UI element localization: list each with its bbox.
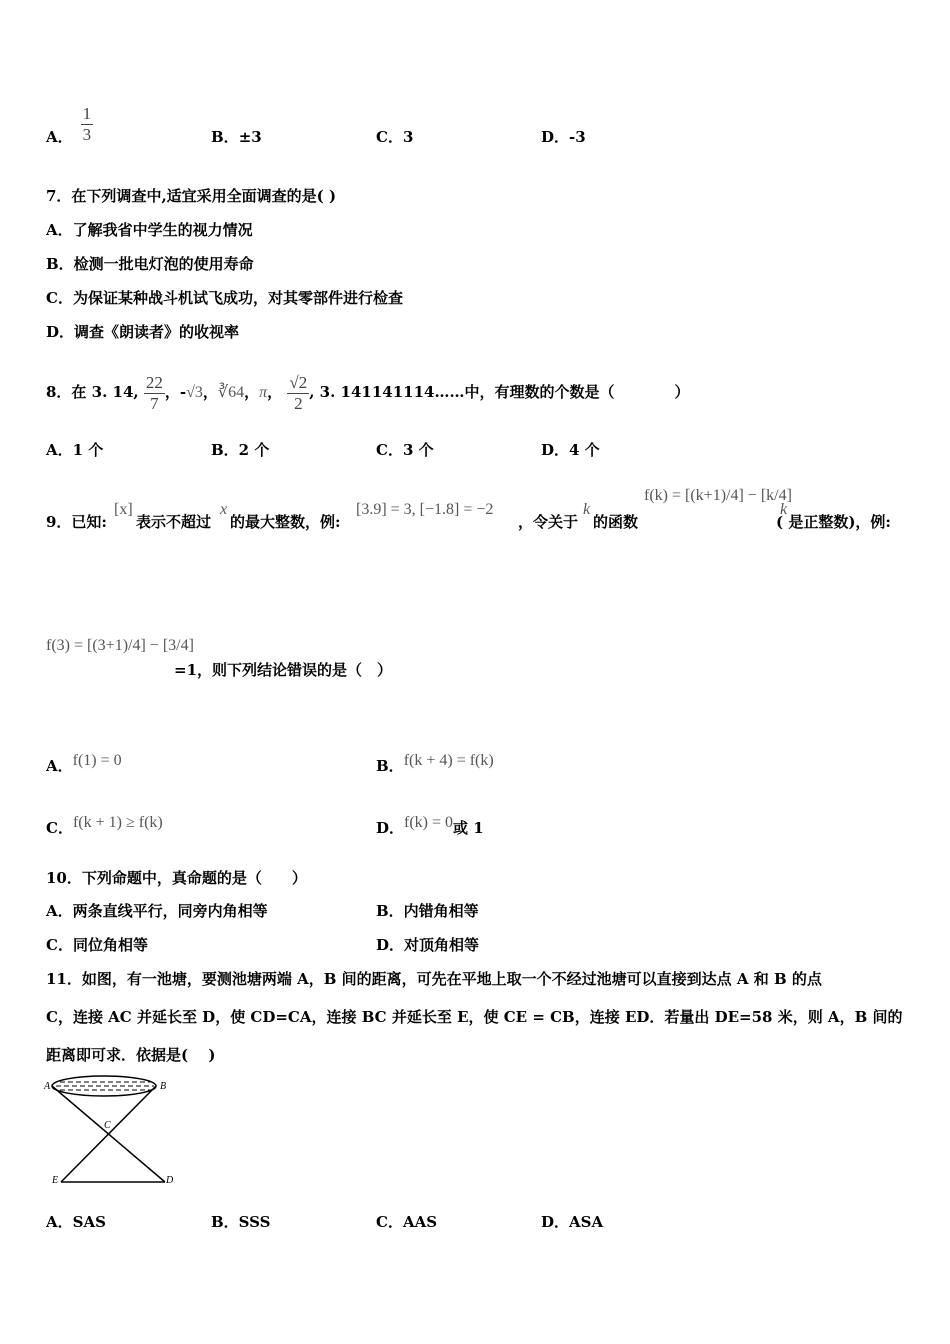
option-math: f(k) = 0: [404, 814, 454, 831]
q8-prefix: 8．在 3. 14,: [46, 383, 139, 401]
label-a: A: [44, 1081, 51, 1092]
q9-p5: 的函数: [593, 513, 639, 531]
option-text: 3: [402, 128, 414, 146]
q8-option-c: C．3 个: [376, 441, 434, 459]
option-letter: B．: [376, 757, 404, 775]
separator: ，: [244, 383, 260, 401]
label-b: B: [160, 1081, 167, 1092]
option-text: ±3: [238, 128, 262, 146]
q10-option-d: D．对顶角相等: [376, 936, 480, 954]
numerator: 22: [145, 372, 163, 392]
option-letter: C．: [46, 819, 73, 837]
q9-option-d: [376, 814, 484, 839]
q6-option-d: [541, 127, 586, 147]
q9-option-b: [376, 752, 494, 777]
pond-water-lines: [56, 1082, 154, 1090]
q11-option-a: A．SAS: [46, 1213, 106, 1231]
label-c: C: [104, 1120, 111, 1131]
q9-x: x: [220, 501, 228, 518]
denominator: 7: [150, 393, 159, 413]
q6-option-c: [376, 127, 413, 147]
q9-p2: 表示不超过: [136, 513, 212, 531]
q9-function-def: f(k) = [(k+1)/4] − [k/4]: [644, 487, 792, 504]
q9-k2: k: [780, 501, 788, 518]
numerator: √2: [289, 372, 308, 392]
q6-option-a: [46, 103, 93, 147]
q9-p4: ，令关于: [518, 513, 579, 531]
q10-option-b: B．内错角相等: [376, 902, 479, 920]
q11-option-d: D．ASA: [541, 1213, 604, 1231]
q11-line2: C，连接 AC 并延长至 D，使 CD=CA，连接 BC 并延长至 E，使 CE = CB，连接 ED．若量出 DE=58 米，则 A，B 间的: [46, 1008, 903, 1026]
option-letter: C．: [376, 128, 403, 146]
label-e: E: [52, 1175, 59, 1186]
option-letter: A．: [46, 128, 73, 146]
q10-option-c: C．同位角相等: [46, 936, 148, 954]
sqrt-3: √3: [186, 384, 203, 401]
q8-option-b: B．2 个: [211, 441, 270, 459]
denominator: 3: [82, 124, 92, 144]
pond-triangle-diagram: [40, 1070, 190, 1190]
q7-option-d: D．调查《朗读者》的收视率: [46, 323, 240, 341]
q9-example: [3.9] = 3, [−1.8] = −2: [356, 501, 494, 518]
fraction: [81, 104, 94, 145]
option-letter: A．: [46, 757, 73, 775]
denominator: 2: [294, 393, 303, 413]
q9-option-a: [46, 752, 122, 777]
q11-line3: 距离即可求．依据是( ): [46, 1046, 216, 1064]
fraction-sqrt2-2: [287, 373, 309, 414]
separator: ，: [202, 383, 218, 401]
q9-p3: 的最大整数，例:: [230, 513, 341, 531]
q6-option-b: [211, 127, 262, 147]
q7-option-a: A．了解我省中学生的视力情况: [46, 221, 253, 239]
option-letter: D．: [376, 819, 405, 837]
q8-option-a: A．1 个: [46, 441, 104, 459]
q10-option-a: A．两条直线平行，同旁内角相等: [46, 902, 268, 920]
option-math: f(k + 4) = f(k): [403, 752, 494, 769]
option-text: -3: [569, 128, 586, 146]
q11-option-c: C．AAS: [376, 1213, 438, 1231]
q9-p1: 9．已知:: [46, 513, 107, 531]
numerator: 1: [82, 103, 92, 123]
separator: ，-: [164, 383, 187, 401]
q7-stem: 7．在下列调查中,适宜采用全面调查的是( ): [46, 187, 337, 205]
q8-stem: [46, 372, 690, 414]
option-tail: 或 1: [453, 819, 484, 837]
q10-stem: 10．下列命题中，真命题的是（ ）: [46, 869, 307, 887]
option-letter: B．: [211, 128, 239, 146]
q11-option-b: B．SSS: [211, 1213, 271, 1231]
option-math: f(1) = 0: [72, 752, 122, 769]
separator: ，: [267, 383, 283, 401]
cube-root-64: ∛64: [217, 384, 245, 401]
triangle-lines: [52, 1086, 165, 1182]
q8-option-d: D．4 个: [541, 441, 600, 459]
option-math: f(k + 1) ≥ f(k): [72, 814, 163, 831]
q7-option-b: B．检测一批电灯泡的使用寿命: [46, 255, 254, 273]
label-d: D: [166, 1175, 174, 1186]
q9-option-c: [46, 814, 163, 839]
q9-p6: ( 是正整数)，例:: [776, 513, 891, 531]
fraction-22-7: [144, 373, 165, 414]
q8-suffix: , 3. 141141114……中，有理数的个数是（ ）: [309, 383, 690, 401]
q9-example-f3: f(3) = [(3+1)/4] − [3/4]: [46, 637, 194, 654]
q9-floor-x: [x]: [114, 501, 133, 518]
q9-p7: =1，则下列结论错误的是（ ）: [174, 661, 393, 679]
q7-option-c: C．为保证某种战斗机试飞成功，对其零部件进行检查: [46, 289, 403, 307]
q9-k: k: [583, 501, 591, 518]
option-letter: D．: [541, 128, 570, 146]
q11-line1: 11．如图，有一池塘，要测池塘两端 A，B 间的距离，可先在平地上取一个不经过池塘可以直接到达点 A 和 B 的点: [46, 970, 822, 988]
pi: π: [259, 384, 268, 401]
